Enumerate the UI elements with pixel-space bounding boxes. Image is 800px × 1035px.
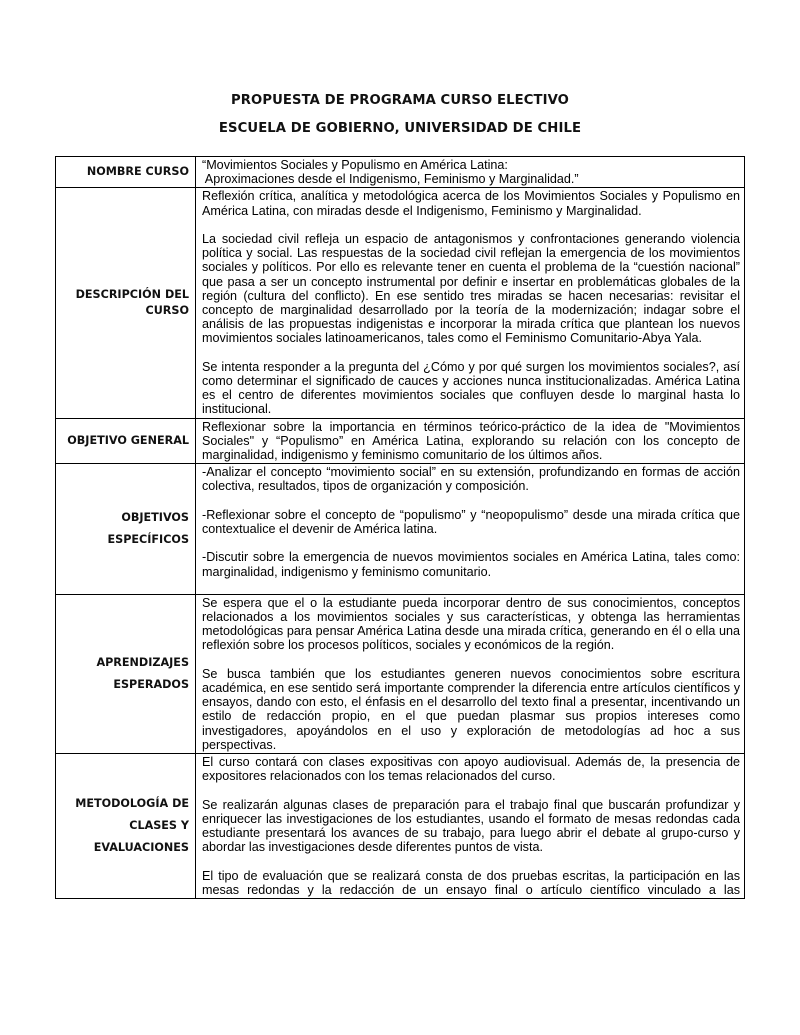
methodology-cell [196, 754, 745, 899]
paragraph: Se espera que el o la estudiante pueda incorporar dentro de sus conocimientos, conceptos relacionados a los movimientos sociales y sus características, y obtenga las herramientas metodológicas para pensar América Latina desde una mirada crítica, generando en él o ella una reflexión sobre los procesos políticos, sociales y económicos de la región. [202, 595, 740, 653]
document-subtitle: ESCUELA DE GOBIERNO, UNIVERSIDAD DE CHILE [218, 121, 582, 136]
table-row-descripcion [56, 188, 745, 418]
program-table [55, 156, 745, 899]
paragraph: Reflexionar sobre la importancia en términos teórico-práctico de la idea de "Movimientos Sociales" y “Populismo” en América Latina, explorando su relación con los concepto de marginalidad, indigenismo y feminismo comunitario de los últimos años. [202, 419, 740, 463]
course-name-line-2: Aproximaciones desde el Indigenismo, Feminismo y Marginalidad.” [202, 172, 579, 187]
table-row-aprendizajes [56, 594, 745, 753]
paragraph: -Discutir sobre la emergencia de nuevos movimientos sociales en América Latina, tales como: marginalidad, indigenismo y feminismo comunitario. [202, 550, 740, 579]
row-label: OBJETIVO GENERAL [56, 418, 196, 464]
description-cell [196, 188, 745, 418]
paragraph: Se busca también que los estudiantes generen nuevos conocimientos sobre escritura académica, en ese sentido será importante comprender la diferencia entre artículos científicos y ensayos, dando con esto, el énfasis en el desarrollo del texto final a presentar, incentivando un estilo de redacción propio, en el que puedan plasmar sus propios intereses como investigadores, apoyándolos en el uso y exploración de metodologías ad hoc a sus perspectivas. [202, 666, 740, 752]
paragraph: El curso contará con clases expositivas con apoyo audiovisual. Además de, la presencia de expositores relacionados con los temas relacionados del curso. [202, 755, 740, 784]
paragraph: -Analizar el concepto “movimiento social” en su extensión, profundizando en formas de acción colectiva, resultados, tipos de organización y composición. [202, 465, 740, 494]
table-row-nombre-curso [56, 157, 745, 188]
paragraph: El tipo de evaluación que se realizará consta de dos pruebas escritas, la participación en las mesas redondas y la redacción de un ensayo final o artículo científico vinculado a las [202, 868, 740, 897]
course-name-cell [196, 157, 745, 188]
row-label: METODOLOGÍA DE CLASES Y EVALUACIONES [56, 754, 196, 899]
paragraph: Se realizarán algunas clases de preparación para el trabajo final que buscarán profundizar y enriquecer las investigaciones de los estudiantes, usando el formato de mesas redondas cada estudiante presentará los avances de su trabajo, para luego abrir el debate al grupo-curso y abordar las investigaciones desde diferentes puntos de vista. [202, 797, 740, 855]
learning-outcomes-cell [196, 594, 745, 753]
row-label: DESCRIPCIÓN DEL CURSO [56, 188, 196, 418]
row-label: APRENDIZAJES ESPERADOS [56, 594, 196, 753]
paragraph: -Reflexionar sobre el concepto de “populismo” y “neopopulismo” desde una mirada crítica que contextualice el devenir de América latina. [202, 507, 740, 537]
course-name-line-1: “Movimientos Sociales y Populismo en América Latina: [202, 158, 508, 172]
row-label: OBJETIVOS ESPECÍFICOS [56, 464, 196, 595]
table-row-objetivo-general [56, 418, 745, 464]
specific-objectives-cell [196, 464, 745, 595]
table-row-metodologia [56, 754, 745, 899]
paragraph: La sociedad civil refleja un espacio de antagonismos y confrontaciones generando violencia política y social. Las respuestas de la sociedad civil reflejan la emergencia de los movimientos sociales y políticos. Por ello es relevante tener en cuenta el problema de la “cuestión nacional” que pasa a ser un concepto instrumental por definir e insertar en problemáticas globales de la región (cultura del conflicto). En ese sentido tres miradas se hacen necesarias: revisitar el concepto de marginalidad desarrollado por la teoría de la modernización; indagar sobre el análisis de las propuestas indigenistas e incorporar la mirada crítica que plantean los nuevos movimientos sociales latinoamericanos, tales como el Feminismo Comunitario-Abya Yala. [202, 232, 740, 346]
document-title: PROPUESTA DE PROGRAMA CURSO ELECTIVO [231, 93, 569, 108]
table-row-objetivos-especificos [56, 464, 745, 595]
general-objective-cell [196, 418, 745, 464]
paragraph: Reflexión crítica, analítica y metodológica acerca de los Movimientos Sociales y Populismo en América Latina, con miradas desde el Indigenismo, Feminismo y Marginalidad. [202, 189, 740, 218]
row-label: NOMBRE CURSO [56, 157, 196, 188]
paragraph: Se intenta responder a la pregunta del ¿Cómo y por qué surgen los movimientos sociales?, así como determinar el significado de cauces y acciones nunca institucionalizadas. América Latina es el centro de diferentes movimientos sociales que confluyen desde lo marginal hasta lo institucional. [202, 359, 740, 417]
